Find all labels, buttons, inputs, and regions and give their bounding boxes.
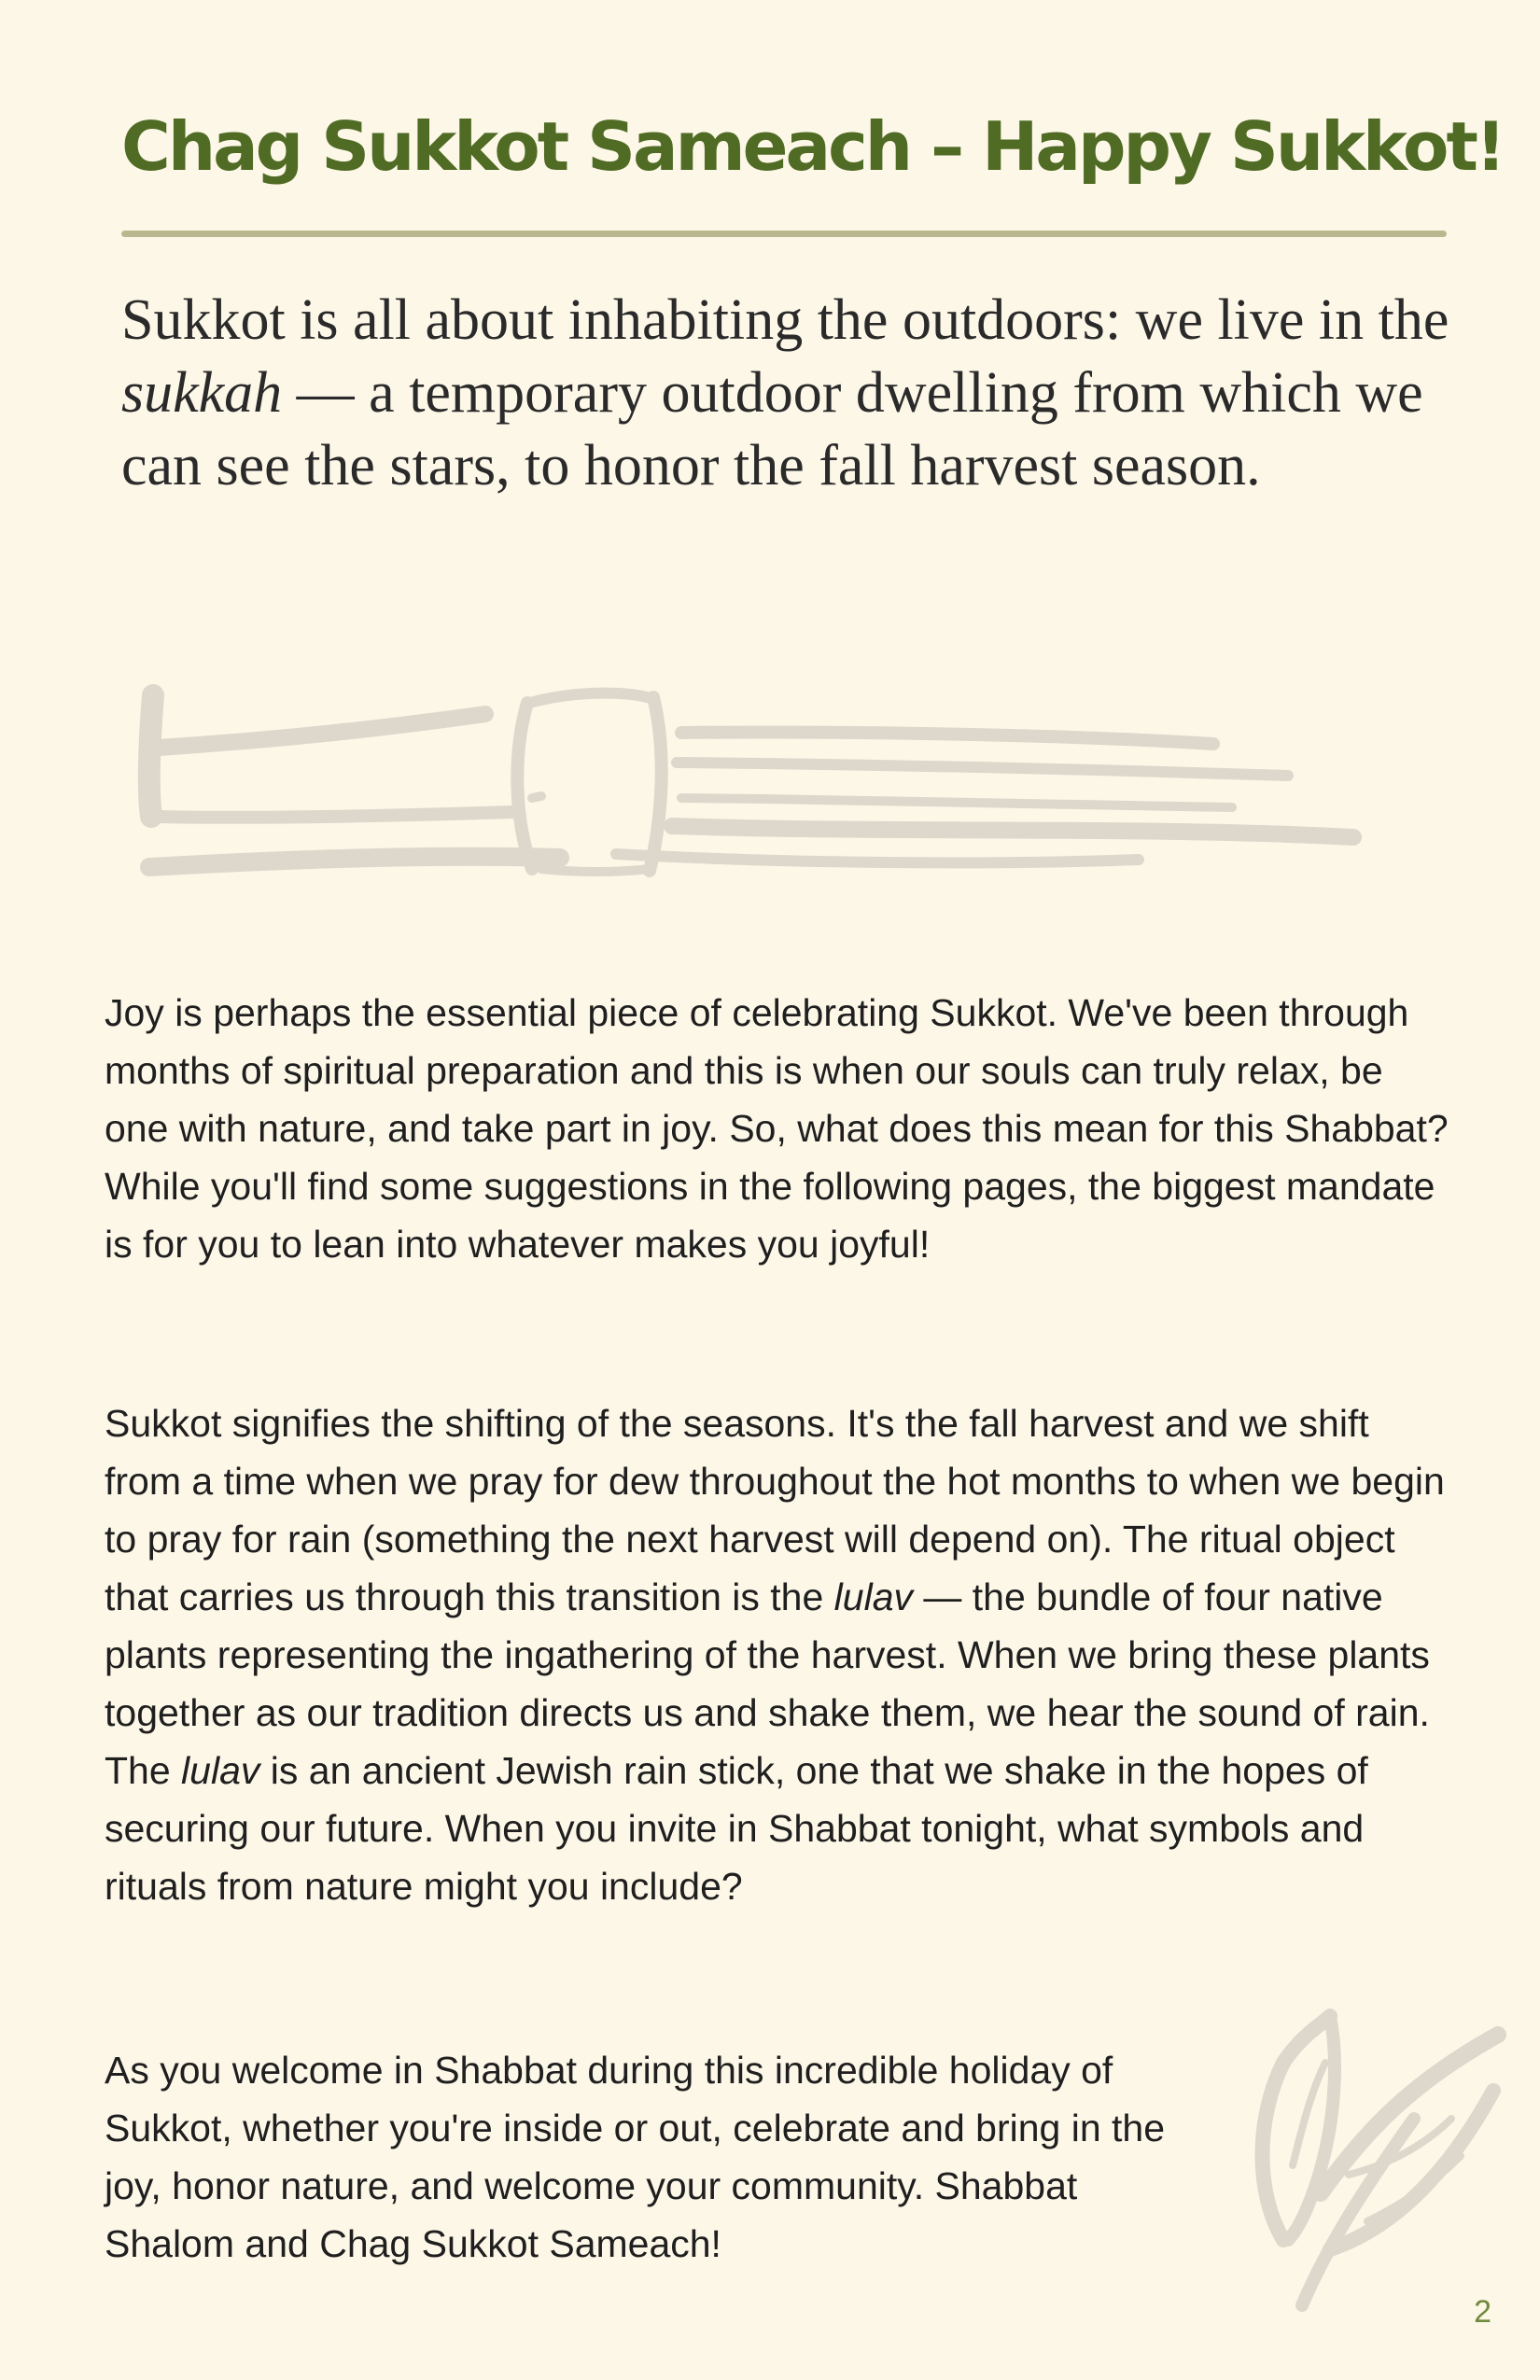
intro-text-part-2: — a temporary outdoor dwelling from which we can see the stars, to honor the fall harvest season.: [121, 361, 1423, 497]
paragraph-joy: Joy is perhaps the essential piece of celebrating Sukkot. We've been through months of spiritual preparation and this is when our souls can truly relax, be one with nature, and take part in joy. So, what does this mean for this Shabbat? While you'll find some suggestions in the following pages, the biggest mandate is for you to lean into whatever makes you joyful!: [105, 991, 1449, 1266]
paragraph-seasons-part-1: Sukkot signifies the shifting of the seasons. It's the fall harvest and we shift from a time when we pray for dew throughout the hot months to when we begin to pray for rain (something the next harvest will depend on). The ritual object that carries us through this transition is the: [105, 1402, 1445, 1618]
paragraph-welcome: As you welcome in Shabbat during this incredible holiday of Sukkot, whether you're inside or out, celebrate and bring in the joy, honor nature, and welcome your community. Shabbat Shalom and Chag Sukkot Sameach!: [105, 2049, 1166, 2265]
paragraph-seasons-part-2: — the bundle of four native plants representing the ingathering of the harvest. When we bring these plants together as our tradition directs us and shake them, we hear the sound of rain. The: [105, 1575, 1430, 1792]
emphasis-lulav-2: lulav: [181, 1749, 260, 1792]
intro-text: [121, 284, 1456, 502]
page-title: Chag Sukkot Sameach – Happy Sukkot!: [121, 107, 1504, 186]
emphasis-lulav-1: lulav: [833, 1575, 913, 1618]
intro-emphasis-sukkah: sukkah: [121, 361, 283, 425]
title-divider: [121, 231, 1447, 237]
paragraph-seasons-part-3: is an ancient Jewish rain stick, one that we shake in the hopes of securing our future. When you invite in Shabbat tonight, what symbols and rituals from nature might you include?: [105, 1749, 1368, 1908]
intro-text-part-1: Sukkot is all about inhabiting the outdoors: we live in the: [121, 288, 1449, 352]
paragraph-seasons: [105, 1394, 1449, 1915]
page-number: 2: [1474, 2294, 1491, 2330]
willow-leaf-icon: [1227, 2007, 1517, 2315]
lulav-brush-icon: [131, 677, 1419, 901]
